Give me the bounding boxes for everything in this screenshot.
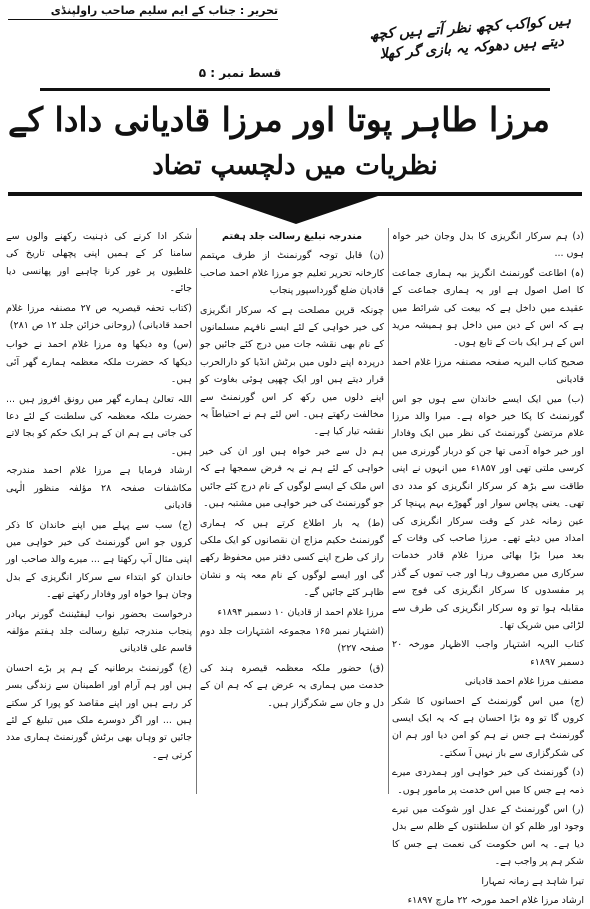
paragraph: (ط) یہ بار اطلاع کرتے ہیں کہ ہماری گورنمنٹ حکیم مزاج ان نقصانوں کو ایک ملکی راز کی طرح اپنے کسی دفتر میں محفوظ رکھے گی اور ایسے لوگوں کے نام معہ پتہ و نشان ظاہر کئے جائیں گے۔: [200, 517, 384, 599]
column-divider: [388, 228, 389, 794]
paragraph: اللہ تعالیٰ ہمارے گھر میں رونق افروز ہیں ... حضرت ملکہ معظمہ کی سلطنت کے لئے دعا کی جاتی ہے ہم ان کے ہر ایک حکم کو بجا لاتے ہیں۔: [6, 393, 192, 457]
citation: مصنف مرزا غلام احمد قادیانی: [465, 676, 584, 688]
paragraph: (د) گورنمنٹ کی خیر خواہی اور ہمدردی میرے ذمہ ہے جس کا میں اس خدمت پر مامور ہوں۔: [392, 767, 584, 796]
paragraph: (ج) سب سے پہلے میں اپنے خاندان کا ذکر کروں جو اس گورنمنٹ کی خیر خواہی میں اپنی مثال آپ رکھتا ہے ... میرے والد صاحب اور خاندان کو ابتداء سے سرکار انگریزی کے بدل وجان ہوا خواہ اور وفادار رکھتے تھے۔: [6, 519, 192, 601]
text-column-left: [6, 228, 192, 798]
paragraph: صحیح کتاب البریہ صفحہ مصنفہ مرزا غلام احمد قادیانی: [392, 356, 584, 386]
citation: (اشتہار نمبر ۱۶۵ مجموعہ اشتہارات جلد دوم صفحہ ۲۲۷): [200, 625, 384, 655]
article-headline: مرزا طاہر پوتا اور مرزا قادیانی دادا کے: [40, 88, 550, 149]
paragraph: چونکہ قرین مصلحت ہے کہ سرکار انگریزی کی خیر خواہی کے لئے ایسے نافہم مسلمانوں کے نام بھی نقشہ جات میں درج کئے جائیں جو درپردہ اپنے دلوں میں برٹش انڈیا کو دارالحرب قرار دیتے ہیں اور ایک چھپی ہوئی بغاوت کو اپنے دلوں میں رکھ کر اس گورنمنٹ سے مخالفت رکھتے ہیں۔ اس لئے ہم نے احتیاطاً یہ نقشہ تیار کیا ہے۔: [200, 304, 384, 438]
citation: مرزا غلام احمد از قادیان ۱۰ دسمبر ۱۸۹۴ء: [217, 606, 384, 618]
citation: کتاب البریہ اشتہار واجب الاظہار مورخہ ۲۰ دسمبر ۱۸۹۷ء: [392, 639, 584, 668]
citation: درخواست بحضور نواب لیفٹیننٹ گورنر بہادر پنجاب مندرجہ تبلیغ رسالت جلد ہفتم مؤلفہ قاسم علی قادیانی: [6, 608, 192, 655]
text-column-middle: [200, 228, 384, 798]
column-divider: [196, 228, 197, 794]
paragraph: (ب) میں ایک ایسے خاندان سے ہوں جو اس گورنمنٹ کا پکا خیر خواہ ہے۔ میرا والد مرزا غلام مرتضیٰ گورنمنٹ کی نظر میں ایک وفادار اور خیر خواہ آدمی تھا جن کو دربار گورنری میں کرسی ملتی تھی اور ۱۸۵۷ء میں انہوں نے اپنی طاقت سے بڑھ کر سرکار انگریزی کو مدد دی تھی۔ یعنی پچاس سوار اور گھوڑے بہم پہنچا کر عین زمانہ غدر کے وقت سرکار انگریزی کی امداد میں دیئے تھے۔ مرزا صاحب کی وفات کے بعد میرا بڑا بھائی مرزا غلام قادر خدمات سرکاری میں مصروف رہا اور جب تموں کے گذر پر مفسدوں کا سرکار انگریزی کی فوج سے مقابلہ ہوا تو وہ سرکار انگریزی کی طرف سے لڑائی میں شریک تھا۔: [392, 393, 585, 631]
paragraph: (ہ) اطاعت گورنمنٹ انگریز بیہ ہماری جماعت کا اصل اصول ہے اور یہ ہماری جماعت کے عقیدے میں داخل ہے کہ بیعت کی شرائط میں ہے کہ اس کے دین میں داخل ہو ہمیشہ مرید اس کے ہر ایک بات کے تابع ہوں۔: [392, 267, 584, 349]
paragraph: (ر) اس گورنمنٹ کے عدل اور شوکت میں تیرے وجود اور ظلم کو ان سلطنتوں کے ظلم سے بدل دیا ہے۔ یہ اس حکومت کی نعمت ہے جس کا شکر ہم پر واجب ہے۔: [392, 804, 584, 868]
down-arrow-icon: [214, 196, 378, 224]
paragraph: تیرا شاہد ہے زمانہ تمہارا: [481, 875, 584, 887]
paragraph: (س) وہ دیکھا وہ مرزا غلام احمد نے خواب دیکھا کہ حضرت ملکہ معظمہ ہمارے گھر آئی ہیں۔: [6, 339, 192, 386]
paragraph: (د) ہم سرکار انگریزی کا بدل وجان خیر خواہ ہوں ...: [392, 231, 584, 260]
paragraph: (ج) میں اس گورنمنٹ کے احسانوں کا شکر کروں گا تو وہ بڑا احسان ہے کہ یہ ایک ایسی گورنمنٹ ہے جس نے ہم کو امن دیا اور ہم ان کی شکرگزاری سے باز نہیں آ سکتے۔: [392, 695, 584, 759]
paragraph: شکر ادا کرنے کی ذہنیت رکھنے والوں سے سامنا کر کے ہمیں اپنی پچھلی تاریخ کی غلطیوں پر غور کرنا چاہیے اور پھانسی دیا جائے۔: [6, 231, 192, 295]
author-byline: تحریر : جناب کے ایم سلیم صاحب راولپنڈی: [8, 4, 278, 20]
paragraph: (ق) حضور ملکہ معظمہ قیصرہ ہند کی خدمت میں ہماری یہ عرض ہے کہ ہم ان کے دل و جان سے شکرگزار ہیں۔: [200, 662, 384, 709]
couplet-tagline: ہیں کواکب کچھ نظر آتے ہیں کچھ دیتے ہیں دھوکہ یہ بازی گر کھلا: [369, 13, 572, 63]
article-subheadline: نظریات میں دلچسپ تضاد: [152, 151, 438, 181]
paragraph: (ن) قابل توجہ گورنمنٹ از طرف مہتمم کارخانہ تحریر تعلیم جو مرزا غلام احمد صاحب قادیان ضلع گورداسپور پنجاب: [200, 250, 384, 297]
text-column-right: [392, 228, 585, 907]
paragraph: (ع) گورنمنٹ برطانیہ کے ہم پر بڑے احسان ہیں اور ہم آرام اور اطمینان سے زندگی بسر کر رہے ہیں اور اپنے مقاصد کو پورا کر سکتے ہیں ... اور اگر دوسرے ملک میں تبلیغ کے لئے جائیں تو وہاں بھی برٹش گورنمنٹ ہماری مدد کرتی ہے۔: [6, 662, 192, 761]
paragraph: ہم دل سے خیر خواہ ہیں اور ان کی خیر خواہی کے لئے ہم نے یہ فرض سمجھا ہے کہ اس ملک کے ایسے لوگوں کے نام درج کئے جائیں جو گورنمنٹ کی خیر خواہی میں مشتبہ ہیں۔: [200, 445, 384, 510]
column-heading: مندرجہ تبلیغ رسالت جلد ہفتم: [222, 231, 362, 242]
episode-number: قسط نمبر : ۵: [198, 66, 282, 80]
citation: ارشاد مرزا غلام احمد مورخہ ۲۲ مارچ ۱۸۹۷ء: [407, 895, 584, 907]
citation: (کتاب تحفہ قیصریہ ص ۲۷ مصنفہ مرزا غلام احمد قادیانی) (روحانی خزائن جلد ۱۲ ص ۲۸۱): [6, 302, 192, 332]
citation: ارشاد فرمایا ہے مرزا غلام احمد مندرجہ مکاشفات صفحہ ۲۸ مؤلفہ منظور الٰہی قادیانی: [6, 465, 192, 512]
